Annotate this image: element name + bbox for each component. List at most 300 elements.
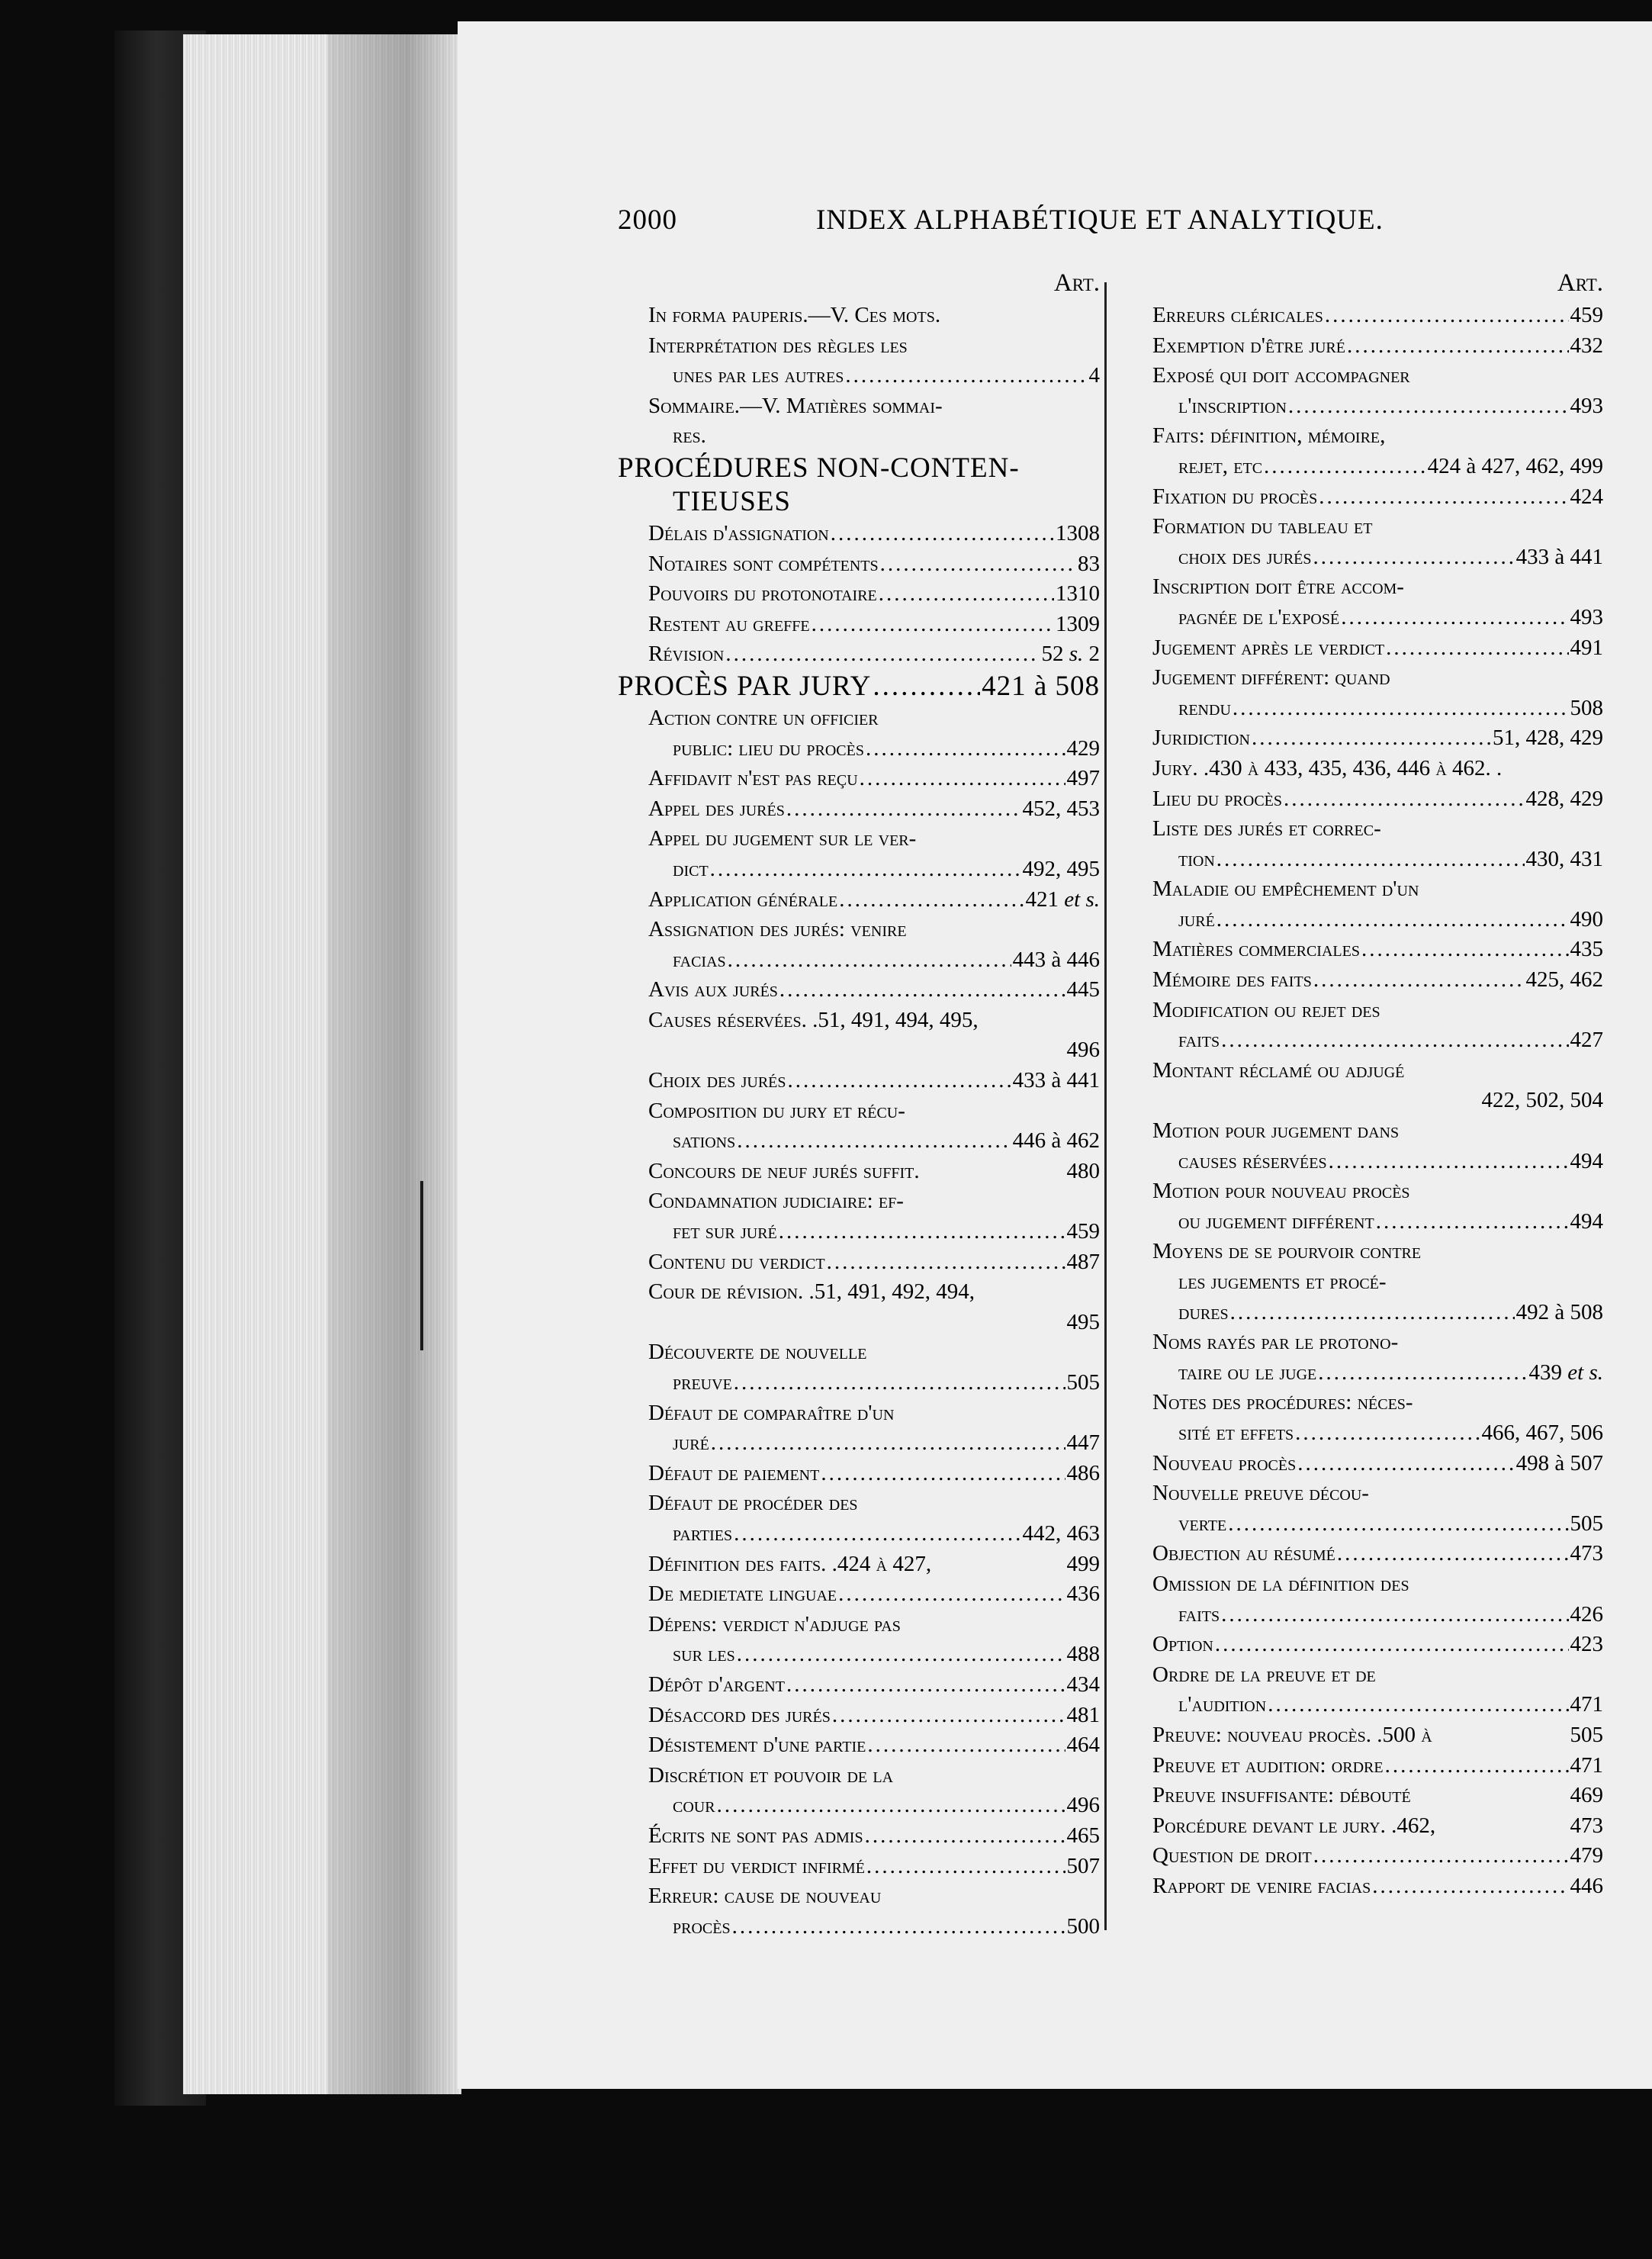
index-entry [1148,754,1603,784]
dot-leader [1313,542,1515,573]
article-reference: 471 [1570,1752,1603,1778]
dot-leader [717,1791,1065,1821]
index-entry-term: l'audition [1178,1692,1267,1717]
index-entry-term: Jury. .430 à 433, 435, 436, 446 à 462. . [1152,755,1503,780]
index-entry-term: pagnée de l'exposé [1178,604,1340,629]
article-reference: 435 [1570,937,1603,962]
dot-leader [832,1701,1065,1731]
index-entry-term: Contenu du verdict [648,1249,825,1274]
article-reference: 505 [1066,1370,1100,1395]
dot-leader [1386,633,1568,664]
index-entry-term: facias [673,947,726,972]
dot-leader [732,1912,1065,1942]
index-entry [618,610,1100,640]
index-entry [1148,512,1603,542]
index-entry-term: Défaut de paiement [648,1460,820,1485]
index-entry [1148,603,1603,633]
index-entry-term: parties [673,1520,733,1546]
index-entry-term: Montant réclamé ou adjugé [1152,1057,1405,1083]
right-index-entries [1148,301,1603,1901]
index-entry-term: Avis aux jurés [648,977,778,1002]
index-entry [1148,1630,1603,1660]
index-entry-term: rendu [1178,695,1231,720]
index-entry-term: Rapport de venire facias [1152,1873,1371,1898]
article-reference: 497 [1066,766,1100,791]
index-entry [1148,693,1603,724]
article-reference: 495 [1066,1309,1100,1334]
dot-leader [1284,784,1524,815]
dot-leader [866,734,1065,764]
index-entry-term: Affidavit n'est pas reçu [648,766,858,791]
index-entry [618,1308,1100,1338]
index-entry-term: Condamnation judiciaire: ef- [648,1189,904,1214]
index-entry-term: Liste des jurés et correc- [1152,816,1381,841]
dot-leader [728,945,1011,976]
dot-leader [880,549,1076,580]
dot-leader [734,1519,1020,1549]
index-entry [618,1277,1100,1308]
index-entry-term: Jugement après le verdict [1152,635,1385,660]
dot-leader [711,1428,1065,1459]
dot-leader [879,579,1054,610]
index-entry-term: Preuve insuffisante: débouté [1152,1783,1411,1808]
index-entry [618,1701,1100,1731]
index-entry [618,1006,1100,1036]
index-entry-term: les jugements et procé- [1178,1269,1387,1294]
index-entry [1148,361,1603,391]
dot-leader [827,1247,1065,1278]
index-entry-term: Définition des faits. .424 à 427, [648,1551,932,1576]
dot-leader [1264,452,1426,482]
index-entry [1148,391,1603,422]
index-entry [1148,572,1603,603]
article-reference: 496 [1066,1793,1100,1818]
index-entry-term: Restent au greffe [648,611,810,636]
article-reference: 424 à 427, 462, 499 [1427,453,1603,478]
index-entry-term: De medietate linguae [648,1582,837,1607]
index-entry [618,1368,1100,1398]
index-entry-term: Appel du jugement sur le ver- [648,826,917,851]
index-entry [618,452,1100,485]
index-entry-term: Composition du jury et récu- [648,1098,905,1123]
dot-leader [1313,1841,1569,1871]
dot-leader [1297,1449,1514,1479]
dot-leader [821,1459,1065,1489]
index-entry [618,915,1100,945]
index-entry-term: Interprétation des règles les [648,333,908,358]
index-entry-term: taire ou le juge [1178,1360,1317,1385]
article-reference: 498 à 507 [1515,1450,1603,1475]
article-reference: 424 [1570,484,1603,509]
index-entry [618,1066,1100,1096]
index-entry-term: PROCÉDURES NON-CONTEN- [618,452,1020,484]
dot-leader [838,1579,1065,1610]
index-entry-term: Maladie ou empêchement d'un [1152,877,1419,902]
article-reference: 434 [1066,1672,1100,1697]
page-stack-shadow [328,34,461,2094]
index-entry-term: Erreur: cause de nouveau [648,1884,882,1909]
index-entry [618,1428,1100,1459]
index-entry [1148,1086,1603,1116]
index-entry [1148,1751,1603,1781]
index-entry [618,1337,1100,1368]
article-reference: 494 [1570,1148,1603,1173]
index-entry [1148,452,1603,482]
index-entry [618,1096,1100,1127]
index-entry-term: Erreurs cléricales [1152,303,1323,327]
index-entry-term: verte [1178,1511,1227,1536]
index-entry-term: Formation du tableau et [1152,514,1373,539]
index-entry [1148,1025,1603,1056]
index-entry-term: Porcédure devant le jury. .462, [1152,1813,1436,1838]
index-entry-term: Option [1152,1632,1213,1657]
article-reference: 439 et s. [1528,1360,1603,1385]
index-entry-term: Action contre un officier [648,705,879,730]
page-header [618,201,1420,240]
index-entry [1148,1056,1603,1086]
index-entry [1148,1237,1603,1267]
article-reference: 433 à 441 [1012,1068,1100,1093]
index-entry-term: Faits: définition, mémoire, [1152,423,1386,449]
index-entry [618,945,1100,976]
index-entry-term: sur les [673,1642,735,1667]
index-entry-term: faits [1178,1601,1220,1627]
index-entry [618,764,1100,794]
column-rule [1104,282,1107,1930]
dot-leader [1228,1509,1568,1540]
article-reference: 459 [1066,1219,1100,1244]
article-reference: 473 [1570,1813,1603,1838]
index-entry [618,421,1100,452]
index-entry [1148,1841,1603,1871]
dot-leader [845,361,1087,391]
index-entry-term: Découverte de nouvelle [648,1340,867,1365]
index-entry-term: res. [673,423,706,449]
dot-leader [1361,935,1569,965]
index-entry [1148,965,1603,996]
art-column-label: Art. [1557,269,1603,297]
dot-leader [737,1126,1011,1157]
dot-leader [1252,723,1491,754]
index-entry-term: Causes réservées. .51, 491, 494, 495, [648,1007,979,1032]
index-entry [1148,1176,1603,1207]
index-entry [618,1247,1100,1278]
index-entry [618,885,1100,916]
index-entry-term: Mémoire des faits [1152,967,1312,993]
article-reference: 421 et s. [1025,887,1100,912]
dot-leader [786,1670,1065,1701]
index-entry-term: Défaut de comparaître d'un [648,1400,895,1425]
article-reference: 443 à 446 [1012,947,1100,972]
index-entry [618,1488,1100,1519]
article-reference: 425, 462 [1525,967,1603,993]
index-entry-term: l'inscription [1178,393,1287,418]
index-entry-term: juré [673,1430,709,1456]
index-entry-term: Jugement différent: quand [1152,665,1390,690]
article-reference: 500 [1066,1913,1100,1939]
index-entry-term: Désaccord des jurés [648,1702,831,1727]
article-reference: 423 [1570,1632,1603,1657]
dot-leader [1385,1751,1569,1781]
index-entry-term: Désistement d'une partie [648,1733,866,1758]
article-reference: 493 [1570,604,1603,629]
index-entry [1148,663,1603,693]
index-entry [618,794,1100,825]
index-entry [618,824,1100,854]
index-entry [618,1640,1100,1670]
dot-leader [1295,1418,1480,1449]
article-reference: 479 [1570,1843,1603,1868]
index-entry [1148,905,1603,935]
article-reference: 432 [1570,333,1603,358]
index-entry [1148,1479,1603,1509]
article-reference: 1310 [1056,581,1100,607]
dot-leader [1319,482,1568,513]
index-entry-term: causes réservées [1178,1148,1327,1173]
dot-leader [1329,1147,1569,1177]
dot-leader [865,1821,1065,1852]
index-entry [1148,1569,1603,1600]
index-entry [618,975,1100,1006]
index-entry [618,1761,1100,1791]
article-reference: 490 [1570,906,1603,932]
index-entry-term: Défaut de procéder des [648,1491,858,1516]
index-entry-term: ou jugement différent [1178,1208,1374,1234]
page-edge-mark [420,1181,423,1350]
index-entry-term: Assignation des jurés: venire [648,917,907,942]
article-reference: 493 [1570,393,1603,418]
dot-leader [779,1217,1065,1247]
index-entry-term: Inscription doit être accom- [1152,574,1404,600]
index-entry [1148,542,1603,573]
index-entry-term: Délais d'assignation [648,520,829,545]
article-reference: 429 [1066,735,1100,761]
index-entry [618,331,1100,362]
dot-leader [867,1730,1065,1761]
index-entry-term: Moyens de se pourvoir contre [1152,1239,1422,1264]
index-entry [1148,845,1603,875]
dot-leader [1221,1025,1568,1056]
article-reference: 433 à 441 [1515,544,1603,569]
index-entry [618,1519,1100,1549]
dot-leader [1318,1358,1527,1389]
index-entry [1148,331,1603,362]
index-entry [1148,1116,1603,1147]
article-reference: 436 [1066,1582,1100,1607]
index-entry-term: Révision [648,642,725,667]
index-entry [618,1791,1100,1821]
index-entry-term: In forma pauperis.—V. Ces mots. [648,303,941,327]
index-entry [1148,1660,1603,1691]
article-reference: 496 [1066,1038,1100,1063]
index-entry-term: Juridiction [1152,726,1250,751]
article-reference: 505 [1570,1511,1603,1536]
dot-leader [1341,603,1568,633]
index-entry [618,579,1100,610]
article-reference: 481 [1066,1702,1100,1727]
dot-leader [1376,1207,1569,1237]
dot-leader [1230,1298,1515,1328]
index-entry [1148,1147,1603,1177]
index-entry [1148,935,1603,965]
index-entry-term: Cour de révision. .51, 491, 492, 494, [648,1279,975,1305]
right-index-column [1148,269,1603,1901]
index-entry-term: Nouveau procès [1152,1450,1297,1475]
index-entry [618,549,1100,580]
index-entry [1148,1449,1603,1479]
article-reference: 426 [1570,1601,1603,1627]
page-number: 2000 [618,204,677,236]
index-entry-term: Effet du verdict infirmé [648,1853,865,1878]
index-entry-term: Omission de la définition des [1152,1571,1409,1596]
index-entry [1148,1539,1603,1569]
index-entry-term: Modification ou rejet des [1152,997,1380,1022]
dot-leader [779,975,1065,1006]
index-entry [1148,1298,1603,1328]
index-entry-term: public: lieu du procès [673,735,864,761]
dot-leader [788,1066,1011,1096]
dot-leader [1221,1600,1568,1630]
article-reference: 51, 428, 429 [1493,726,1603,751]
index-entry [618,854,1100,885]
index-entry [1148,1871,1603,1902]
index-entry [618,301,1100,331]
dot-leader [1313,965,1525,996]
index-entry [1148,1811,1603,1842]
index-entry-term: Noms rayés par le protono- [1152,1330,1399,1355]
article-reference: 466, 467, 506 [1481,1420,1603,1445]
article-reference: 421 à 508 [982,670,1100,702]
index-entry [1148,1388,1603,1418]
dot-leader [737,1640,1065,1670]
dot-leader [734,1368,1065,1398]
index-entry-term: sations [673,1128,736,1154]
index-entry-term: choix des jurés [1178,544,1312,569]
index-entry [1148,784,1603,815]
article-reference: 446 [1570,1873,1603,1898]
article-reference: 491 [1570,635,1603,660]
index-entry-term: TIEUSES [673,485,791,517]
index-entry [618,1126,1100,1157]
article-reference: 464 [1066,1733,1100,1758]
article-reference: 1308 [1056,520,1100,545]
dot-leader [1233,693,1569,724]
dot-leader [839,885,1024,916]
dot-leader [1347,331,1569,362]
article-reference: 427 [1570,1028,1603,1053]
dot-leader [860,764,1065,794]
article-reference: 430, 431 [1525,846,1603,871]
dot-leader [831,519,1054,549]
article-reference: 445 [1066,977,1100,1002]
article-reference: 492, 495 [1022,856,1100,881]
index-entry [618,1821,1100,1852]
index-entry [618,1852,1100,1882]
index-entry [618,485,1100,519]
running-title: INDEX ALPHABÉTIQUE ET ANALYTIQUE. [816,204,1384,236]
index-entry-term: PROCÈS PAR JURY [618,670,872,702]
left-index-entries [618,301,1100,1942]
dot-leader [725,639,1040,670]
index-entry [618,639,1100,670]
index-entry-term: Notaires sont compétents [648,551,879,576]
index-entry-term: Motion pour jugement dans [1152,1118,1400,1144]
index-entry [618,1398,1100,1429]
article-reference: 422, 502, 504 [1481,1088,1603,1113]
article-reference: 488 [1066,1642,1100,1667]
article-reference: 487 [1066,1249,1100,1274]
dot-leader [1215,1630,1569,1660]
article-reference: 447 [1066,1430,1100,1456]
dot-leader [1372,1871,1568,1902]
article-reference: 486 [1066,1460,1100,1485]
article-reference: 505 [1570,1722,1603,1747]
index-entry-term: Écrits ne sont pas admis [648,1823,863,1848]
index-entry [1148,874,1603,905]
index-entry [1148,1720,1603,1751]
index-entry-term: Notes des procédures: néces- [1152,1390,1413,1415]
index-entry-term: Matières commerciales [1152,937,1360,962]
index-entry-term: Pouvoirs du protonotaire [648,581,877,607]
dot-leader [866,1852,1065,1882]
index-entry [1148,1327,1603,1358]
index-entry-term: sité et effets [1178,1420,1294,1445]
index-entry-term: faits [1178,1028,1220,1053]
article-reference: 508 [1570,695,1603,720]
article-reference: 428, 429 [1525,786,1603,811]
index-entry-term: Fixation du procès [1152,484,1318,509]
article-reference: 499 [1066,1551,1100,1576]
index-entry-term: procès [673,1913,731,1939]
index-entry-term: fet sur juré [673,1219,777,1244]
index-entry [1148,1690,1603,1720]
index-entry [618,1157,1100,1187]
index-entry [1148,421,1603,452]
left-index-column [618,269,1100,1942]
index-entry [1148,1781,1603,1811]
index-entry [1148,633,1603,664]
index-entry-term: Nouvelle preuve décou- [1152,1481,1369,1506]
index-entry [1148,1509,1603,1540]
index-entry [1148,814,1603,845]
index-entry [618,519,1100,549]
index-entry [618,1549,1100,1580]
article-reference: 480 [1066,1158,1100,1183]
index-entry-term: Motion pour nouveau procès [1152,1179,1410,1204]
index-entry-term: preuve [673,1370,732,1395]
dot-leader [1217,845,1525,875]
dot-leader [1268,1690,1568,1720]
article-reference: 4 [1088,363,1100,388]
index-entry [618,1579,1100,1610]
index-entry [618,1035,1100,1066]
article-reference: 452, 453 [1022,796,1100,821]
index-entry [618,1670,1100,1701]
index-entry [1148,1418,1603,1449]
index-entry [1148,996,1603,1026]
index-entry [1148,1207,1603,1237]
article-reference: 52 s. 2 [1041,642,1100,667]
dot-leader [1288,391,1569,422]
index-entry-term: Lieu du procès [1152,786,1283,811]
article-reference: 473 [1570,1541,1603,1566]
dot-leader [710,854,1021,885]
index-entry [1148,1358,1603,1389]
index-entry-term: cour [673,1793,715,1818]
index-entry [618,1186,1100,1217]
index-entry-term: Choix des jurés [648,1068,786,1093]
index-entry-term: Preuve et audition: ordre [1152,1752,1384,1778]
